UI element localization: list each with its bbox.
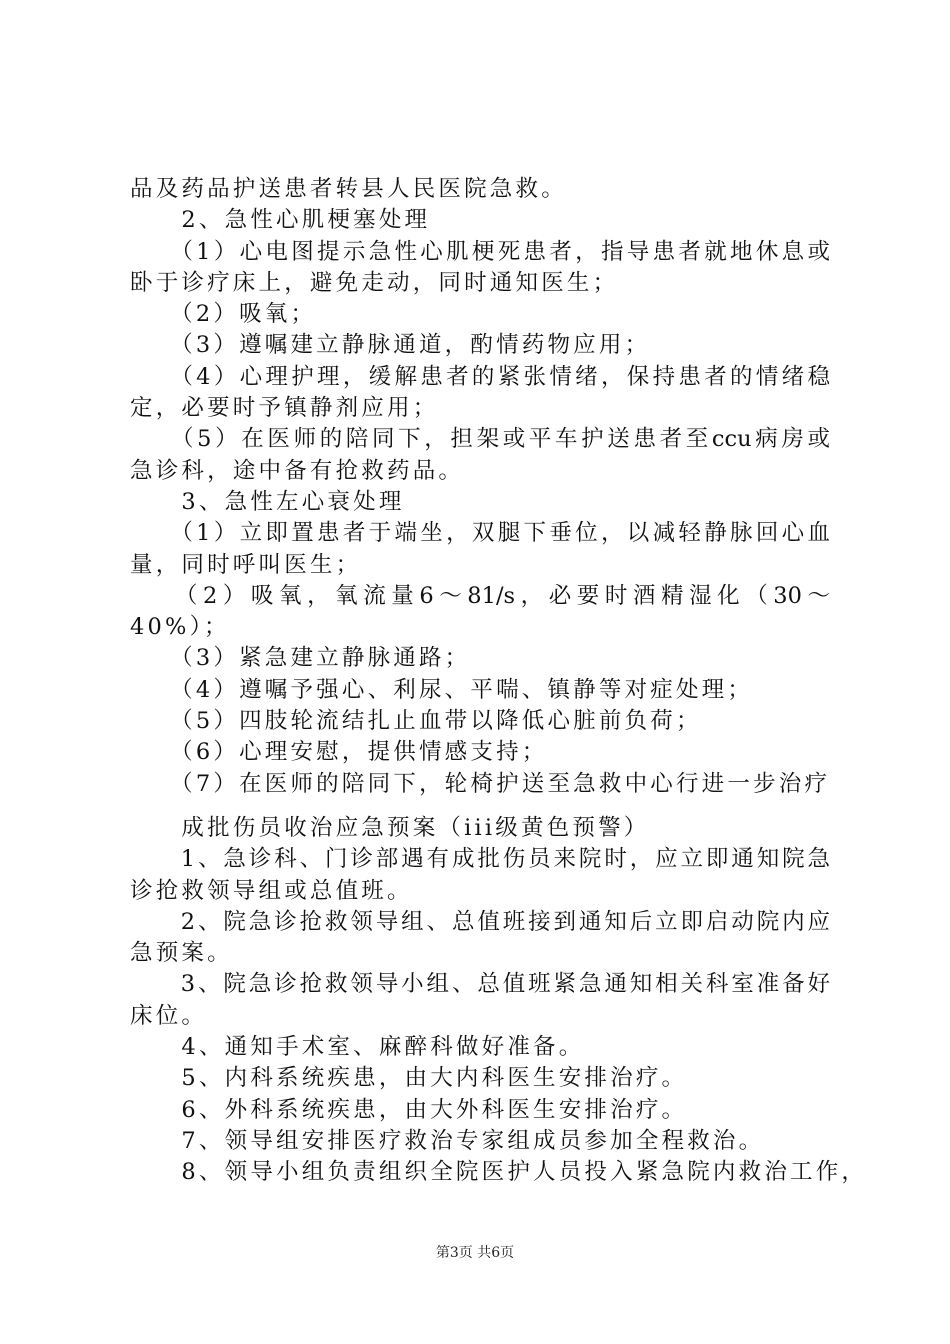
- section-one-text: [130, 174, 830, 800]
- section-heading: 2、急性心肌梗塞处理: [130, 207, 431, 234]
- text-line: （1）立即置患者于端坐，双腿下垂位，以减轻静脉回心血: [130, 520, 830, 547]
- text-line: 急预案。: [130, 940, 233, 967]
- text-line: 40%）；: [130, 614, 230, 641]
- text-line: （2）吸氧，氧流量6～81/s，必要时酒精湿化（30～: [130, 582, 830, 609]
- text-line: 7、领导组安排医疗救治专家组成员参加全程救治。: [130, 1127, 765, 1154]
- text-line: 2、院急诊抢救领导组、总值班接到通知后立即启动院内应: [130, 908, 830, 935]
- text-line: 定，必要时予镇静剂应用；: [130, 395, 439, 422]
- section-heading: 3、急性左心衰处理: [130, 488, 405, 515]
- text-line: （5）在医师的陪同下，担架或平车护送患者至ccu病房或: [130, 426, 830, 453]
- text-line: 5、内科系统疾患，由大内科医生安排治疗。: [130, 1065, 688, 1092]
- text-line: 床位。: [130, 1002, 208, 1029]
- text-line: （6）心理安慰，提供情感支持；: [130, 739, 548, 766]
- text-line: （4）心理护理，缓解患者的紧张情绪，保持患者的情绪稳: [130, 363, 830, 390]
- text-line: 量，同时呼叫医生；: [130, 551, 362, 578]
- text-line: 急诊科，途中备有抢救药品。: [130, 457, 465, 484]
- text-line: （2）吸氧；: [130, 301, 317, 328]
- text-line: 品及药品护送患者转县人民医院急救。: [130, 176, 567, 202]
- text-line: （5）四肢轮流结扎止血带以降低心脏前负荷；: [130, 708, 702, 735]
- text-line: 3、院急诊抢救领导小组、总值班紧急通知相关科室准备好: [130, 971, 830, 998]
- text-line: （7）在医师的陪同下，轮椅护送至急救中心行进一步治疗: [130, 770, 831, 797]
- text-line: 4、通知手术室、麻醉科做好准备。: [130, 1034, 585, 1061]
- text-line: 1、急诊科、门诊部遇有成批伤员来院时，应立即通知院急: [130, 846, 830, 873]
- text-line: 6、外科系统疾患，由大外科医生安排治疗。: [130, 1096, 688, 1123]
- text-line: （3）紧急建立静脉通路；: [130, 645, 471, 672]
- text-line: （1）心电图提示急性心肌梗死患者，指导患者就地休息或: [130, 238, 830, 265]
- text-line: 8、领导小组负责组织全院医护人员投入紧急院内救治工作，: [130, 1159, 868, 1186]
- page-footer: 第3页 共6页: [435, 1245, 515, 1261]
- text-line: （4）遵嘱予强心、利尿、平喘、镇静等对症处理；: [130, 676, 754, 703]
- text-line: （3）遵嘱建立静脉通道，酌情药物应用；: [130, 332, 651, 359]
- text-line: 诊抢救领导组或总值班。: [130, 877, 413, 904]
- section-two-text: [130, 813, 868, 1189]
- section-title: 成批伤员收治应急预案（iii级黄色预警）: [130, 815, 650, 841]
- text-line: 卧于诊疗床上，避免走动，同时通知医生；: [130, 269, 619, 296]
